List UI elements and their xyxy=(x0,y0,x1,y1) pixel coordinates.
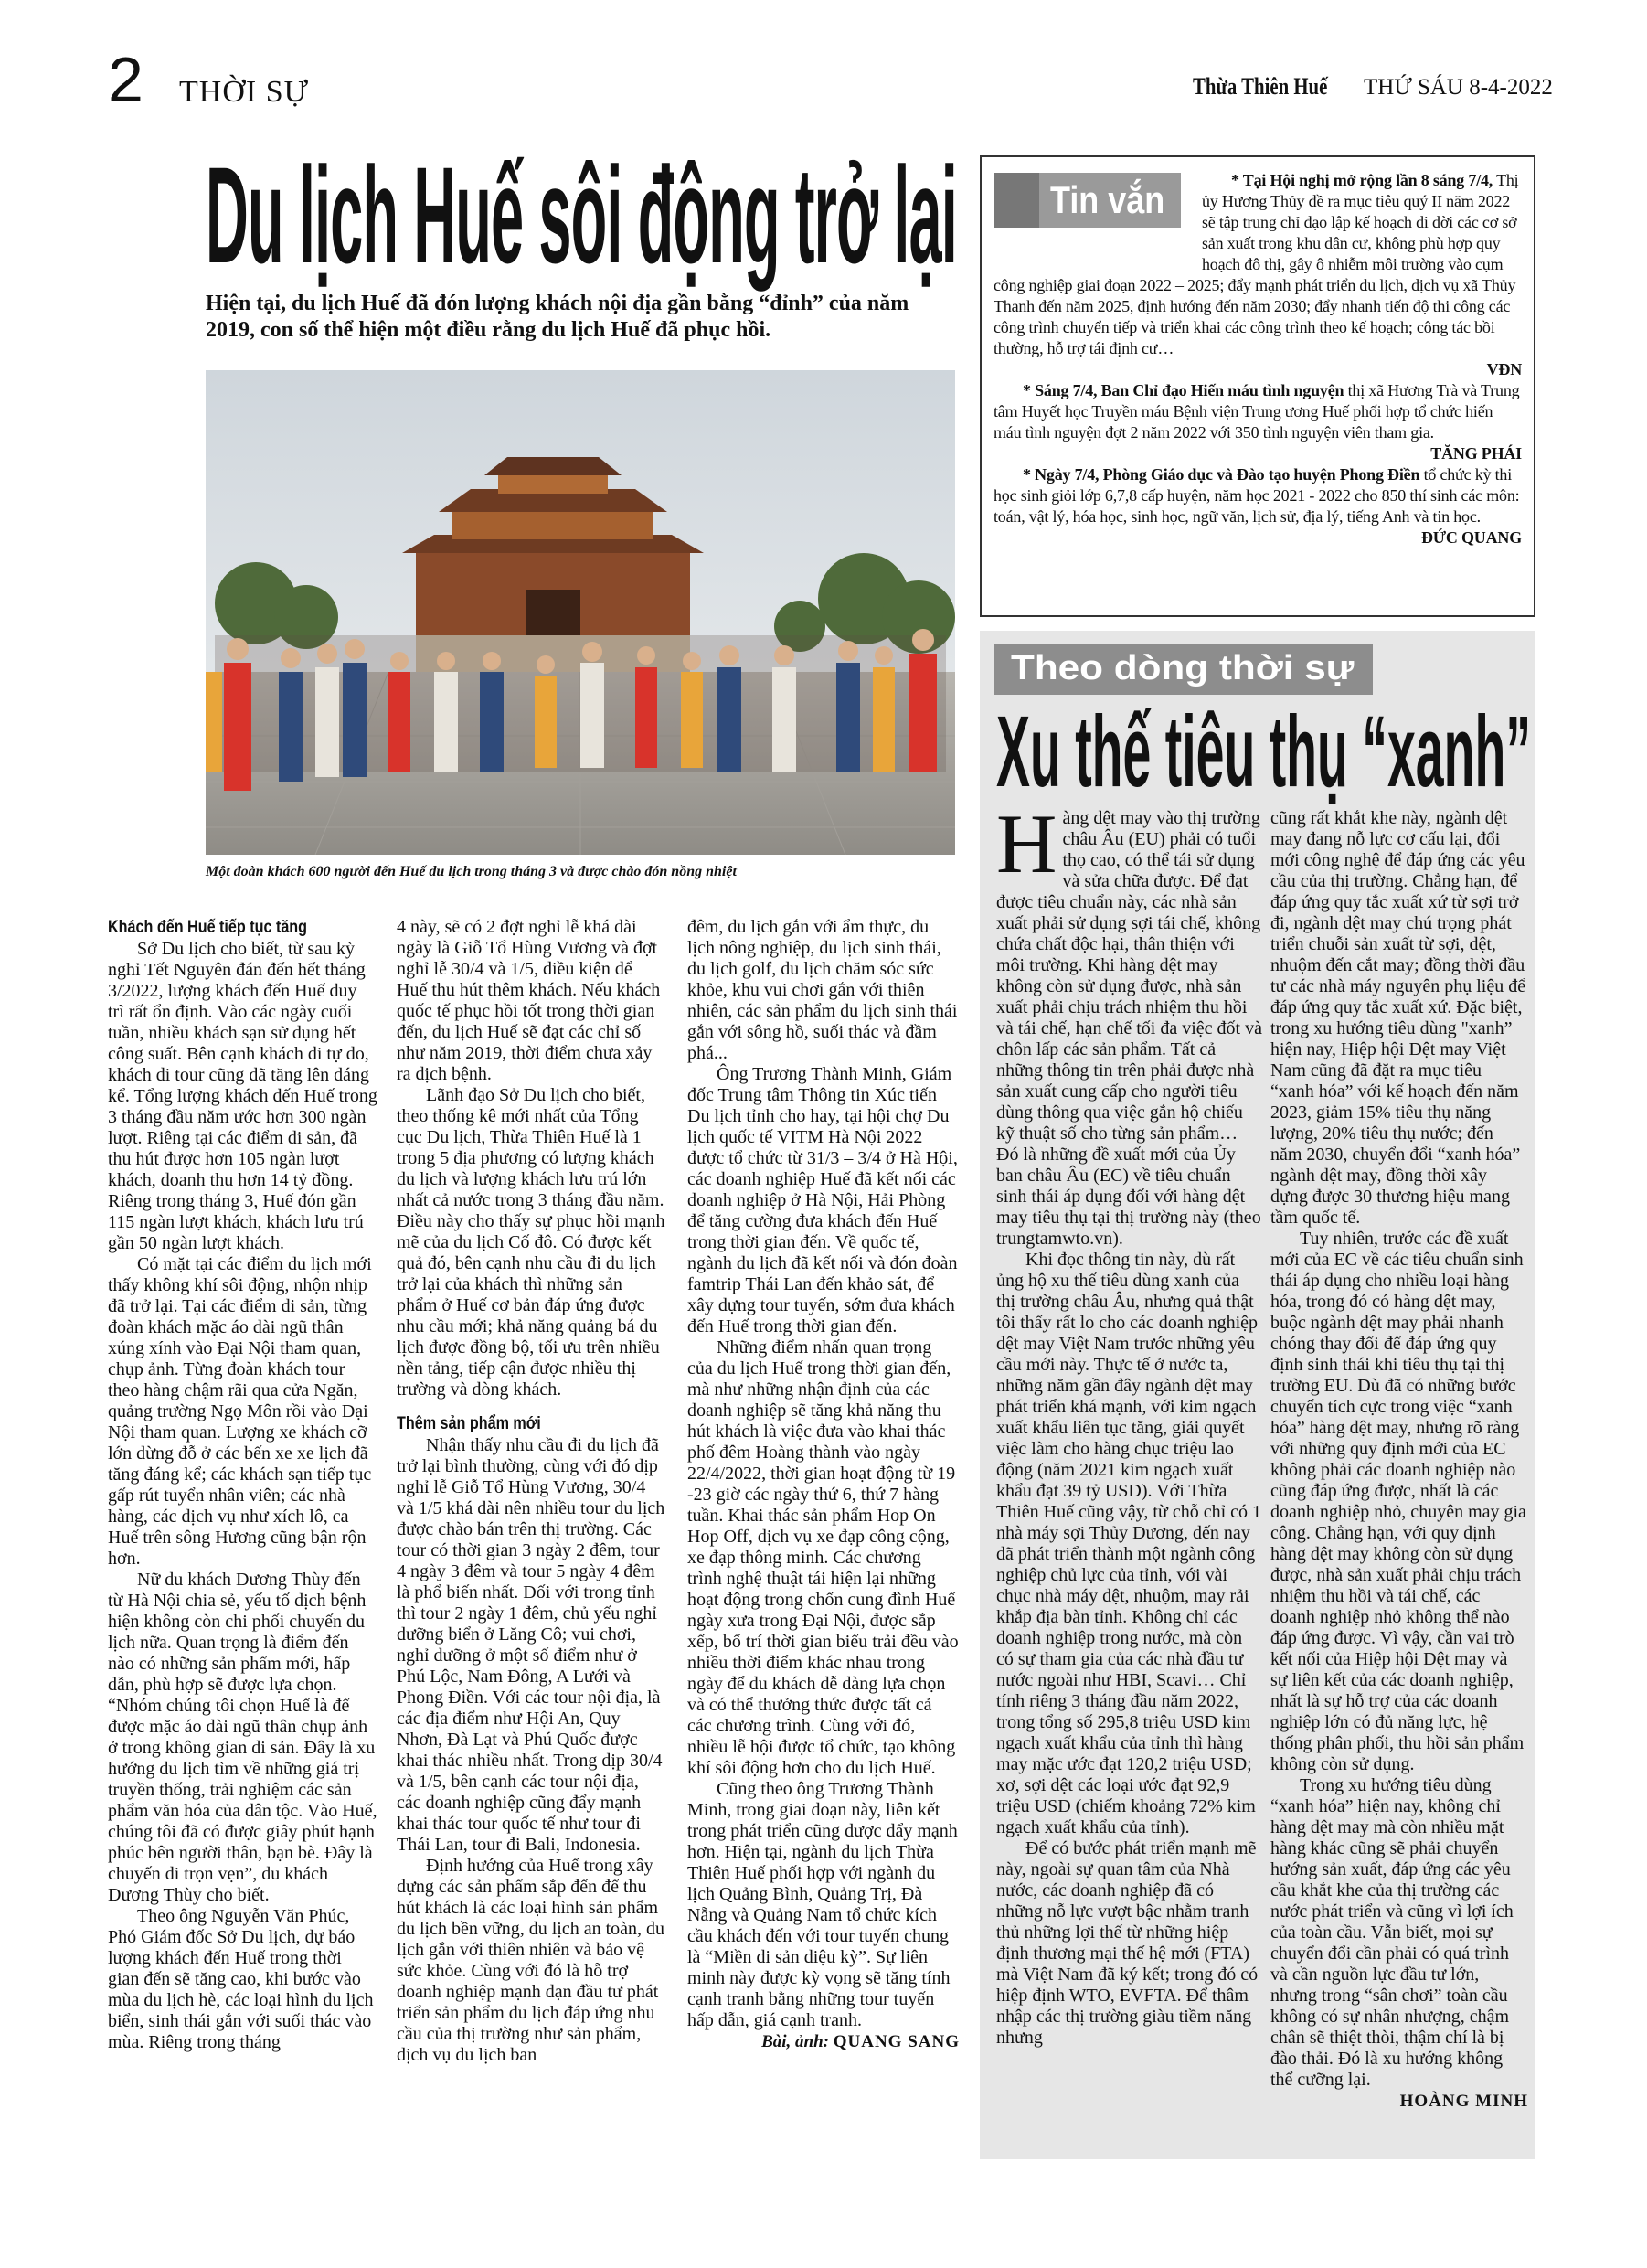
byline-name: QUANG SANG xyxy=(833,2032,960,2051)
paragraph: Khi đọc thông tin này, dù rất ủng hộ xu thế tiêu dùng xanh của thị trường châu Âu, nhưng quả thật tôi thấy rất lo cho các doanh nghiệp dệt may Việt Nam trước những yêu cầu mới này. Thực tế ở nước ta, những năm gần đây ngành dệt may phát triển khá mạnh, với kim ngạch xuất khẩu liên tục tăng, giải quyết việc làm cho hàng chục triệu lao động (năm 2021 kim ngạch xuất khẩu đạt 39 tỷ USD). Với Thừa Thiên Huế cũng vậy, từ chỗ chỉ có 1 nhà máy sợi Thủy Dương, đến nay đã phát triển thành một ngành công nghiệp chủ lực của tỉnh, với vài chục nhà máy dệt, nhuộm, may rải khắp địa bàn tỉnh. Không chỉ các doanh nghiệp trong nước, mà còn có sự tham gia của các nhà đầu tư nước ngoài như HBI, Scavi… Chỉ tính riêng 3 tháng đầu năm 2022, trong tổng số 295,8 triệu USD kim ngạch xuất khẩu của tỉnh thì hàng may mặc ước đạt 120,2 triệu USD; xơ, sợi dệt các loại ước đạt 92,9 triệu USD (chiếm khoảng 72% kim ngạch xuất khẩu của tỉnh). xyxy=(996,1250,1262,1837)
page-number: 2 xyxy=(108,44,143,115)
paragraph: Những điểm nhấn quan trọng của du lịch Huế trong thời gian đến, mà như những nhận định của các doanh nghiệp sẽ tăng khả năng thu hút khách là việc đưa vào khai thác phố đêm Hoàng thành vào ngày 22/4/2022, thời gian hoạt động từ 19 -23 giờ các ngày thứ 6, thứ 7 hàng tuần. Khai thác sản phẩm Hop On – Hop Off, dịch vụ xe đạp công cộng, xe đạp thông minh. Các chương trình nghệ thuật tái hiện lại những hoạt động trong chốn cung đình Huế ngày xưa trong Đại Nội, được sắp xếp, bố trí thời gian biểu trải đều vào nhiều thời điểm khác nhau trong ngày để du khách dễ dàng lựa chọn và có thể thưởng thức được tất cả các chương trình. Cùng với đó, nhiều lễ hội được tổ chức, tạo không khí sôi động hơn cho du lịch Huế. xyxy=(687,1337,959,1778)
crowd xyxy=(206,629,946,791)
news-brief-author: VĐN xyxy=(1486,360,1522,378)
paragraph-continued: 4 này, sẽ có 2 đợt nghỉ lễ khá dài ngày là Giỗ Tổ Hùng Vương và đợt nghỉ lễ 30/4 và 1/5, điều kiện để Huế thu hút thêm khách. Nếu khách quốc tế phục hồi tốt trong thời gian đến, du lịch Huế sẽ đạt các chỉ số như năm 2019, thời điểm chưa xảy ra dịch bệnh. xyxy=(397,917,661,1084)
article-lead: Hiện tại, du lịch Huế đã đón lượng khách nội địa gần bằng “đỉnh” của năm 2019, con số thể hiện một điều rằng du lịch Huế đã phục hồi. xyxy=(206,292,909,342)
news-brief-author: ĐỨC QUANG xyxy=(1420,528,1522,547)
opinion-box xyxy=(980,631,1535,2159)
news-brief-lead: * Ngày 7/4, Phòng Giáo dục và Đào tạo huyện Phong Điền xyxy=(1023,465,1420,484)
paragraph: Cũng theo ông Trương Thành Minh, trong giai đoạn này, liên kết trong phát triển cũng được đẩy mạnh hơn. Hiện tại, ngành du lịch Thừa Thiên Huế phối hợp với ngành du lịch Quảng Bình, Quảng Trị, Đà Nẵng và Quảng Nam tổ chức kích cầu khách đến với tour tuyến chung là “Miền di sản diệu kỳ”. Sự liên minh này được kỳ vọng sẽ tăng tính cạnh tranh bằng những tour tuyến hấp dẫn, giá cạnh tranh. xyxy=(687,1779,958,2030)
paragraph: Định hướng của Huế trong xây dựng các sản phẩm sắp đến để thu hút khách là các loại hình sản phẩm du lịch bền vững, du lịch an toàn, du lịch gắn với thiên nhiên và bảo vệ sức khỏe. Cùng với đó là hỗ trợ doanh nghiệp mạnh dạn đầu tư phát triển sản phẩm du lịch đáp ứng nhu cầu của thị trường như sản phẩm, dịch vụ du lịch ban xyxy=(397,1856,665,2065)
opinion-tag-label: Theo dòng thời sự xyxy=(1011,649,1355,687)
paragraph: Có mặt tại các điểm du lịch mới thấy không khí sôi động, nhộn nhịp đã trở lại. Tại các điểm di sản, từng đoàn khách mặc áo dài ngũ thân xúng xính vào Đại Nội tham quan, chụp ảnh. Từng đoàn khách tour theo hàng chậm rãi qua cửa Ngăn, quảng trường Ngọ Môn rồi vào Đại Nội tham quan. Lượng xe khách cỡ lớn dừng đỗ ở các bến xe xe lịch đã tăng đáng kể; các khách sạn tiếp tục gấp rút tuyển nhân viên; các nhà hàng, các dịch vụ như xích lô, ca Huế trên sông Hương cũng bận rộn hơn. xyxy=(108,1254,372,1569)
paragraph: Nhận thấy nhu cầu đi du lịch đã trở lại bình thường, cùng với đó dịp nghỉ lễ Giỗ Tổ Hùng Vương, 30/4 và 1/5 khá dài nên nhiều tour du lịch được chào bán trên thị trường. Các tour có thời gian 3 ngày 2 đêm, tour 4 ngày 3 đêm và tour 5 ngày 4 đêm là phổ biến nhất. Đối với trong tỉnh thì tour 2 ngày 1 đêm, chủ yếu nghỉ dưỡng biển ở Lăng Cô; vui chơi, nghỉ dưỡng ở một số điểm như ở Phú Lộc, Nam Đông, A Lưới và Phong Điền. Với các tour nội địa, là các địa điểm như Hội An, Quy Nhơn, Đà Lạt và Phú Quốc được khai thác nhiều nhất. Trong dịp 30/4 và 1/5, bên cạnh các tour nội địa, các doanh nghiệp cũng đẩy mạnh khai thác tour quốc tế như tour đi Thái Lan, tour đi Bali, Indonesia. xyxy=(397,1435,665,1855)
paragraph: Sở Du lịch cho biết, từ sau kỳ nghỉ Tết Nguyên đán đến hết tháng 3/2022, lượng khách đến Huế duy trì rất ổn định. Vào các ngày cuối tuần, nhiều khách sạn sử dụng hết công suất. Bên cạnh khách đi tự do, khách đi tour cũng đã tăng lên đáng kể. Tổng lượng khách đến Huế trong 3 tháng đầu năm ước hơn 300 ngàn lượt. Riêng tại các điểm di sản, đã thu hút được hơn 105 ngàn lượt khách, doanh thu hơn 14 tỷ đồng. Riêng trong tháng 3, Huế đón gần 115 ngàn lượt khách, khách lưu trú gần 50 ngàn lượt khách. xyxy=(108,939,377,1253)
news-brief-item xyxy=(994,380,1522,443)
article-column-2 xyxy=(397,917,667,2066)
byline-label: Bài, ảnh: xyxy=(761,2032,829,2051)
issue-date: THỨ SÁU 8-4-2022 xyxy=(1364,75,1553,100)
subheading: Khách đến Huế tiếp tục tăng xyxy=(108,918,308,937)
author-byline: HOÀNG MINH xyxy=(1399,2092,1528,2111)
paragraph-continued: cũng rất khắt khe này, ngành dệt may đang nỗ lực cơ cấu lại, đổi mới công nghệ để đáp ứng các yêu cầu của thị trường. Chẳng hạn, để đáp ứng quy tắc xuất xứ từ sợi trở đi, ngành dệt may chú trọng phát triển chuỗi sản xuất từ sợi, dệt, nhuộm đến cắt may; đồng thời đầu tư các nhà máy nguyên phụ liệu để đáp ứng quy tắc xuất xứ. Đặc biệt, trong xu hướng tiêu dùng "xanh” hiện nay, Hiệp hội Dệt may Việt Nam cũng đã đặt ra mục tiêu “xanh hóa” với kế hoạch đến năm 2023, giảm 15% tiêu thụ năng lượng, 20% tiêu thụ nước; đến năm 2030, chuyển đổi “xanh hóa” ngành dệt may, đồng thời xây dựng được 30 thương hiệu mang tầm quốc tế. xyxy=(1270,808,1526,1228)
opinion-tag xyxy=(994,644,1373,695)
news-brief-text: Thị ủy Hương Thủy đề ra mục tiêu quý II năm 2022 sẽ tập trung chỉ đạo lập kế hoạch di dời các cơ sở sản xuất trong khu dân cư, không phù hợp quy hoạch đô thị, gây ô nhiễm môi trường vào cụm công nghiệp giai đoạn 2022 – 2025; đẩy mạnh phát triển du lịch, dịch vụ xã Thủy Thanh đến năm 2025, định hướng đến năm 2030; đẩy nhanh tiến độ thi công các công trình chuyển tiếp và triển khai các công trình theo kế hoạch; công tác bồi thường, hỗ trợ tái định cư… xyxy=(994,171,1519,357)
paragraph: Để có bước phát triển mạnh mẽ này, ngoài sự quan tâm của Nhà nước, các doanh nghiệp đã có những nỗ lực vượt bậc nhằm tranh thủ những lợi thế từ những hiệp định thương mại thế hệ mới (FTA) mà Việt Nam đã ký kết; trong đó có hiệp định WTO, EVFTA. Để thâm nhập các thị trường giàu tiềm năng nhưng xyxy=(996,1838,1259,2048)
paragraph: Nữ du khách Dương Thùy đến từ Hà Nội chia sẻ, yếu tố dịch bệnh hiện không còn chi phối chuyến du lịch nữa. Quan trọng là điểm đến nào có những sản phẩm mới, hấp dẫn, phù hợp sẽ được lựa chọn. “Nhóm chúng tôi chọn Huế là để được mặc áo dài ngũ thân chụp ảnh ở trong không gian di sản. Đây là xu hướng du lịch tìm về những giá trị truyền thống, trải nghiệm các sản phẩm văn hóa của dân tộc. Vào Huế, chúng tôi đã có được giây phút hạnh phúc bên người thân, bạn bè. Đây là chuyến đi trọn vẹn”, du khách Dương Thùy cho biết. xyxy=(108,1570,377,1905)
opinion-headline: Xu thế tiêu thụ “xanh” xyxy=(996,696,1532,808)
news-brief-lead: * Tại Hội nghị mở rộng lần 8 sáng 7/4, xyxy=(1231,171,1493,189)
tourist-group-photo xyxy=(206,370,955,855)
article-column-3 xyxy=(687,917,960,2052)
section-title: THỜI SỰ xyxy=(179,75,309,109)
news-brief-item xyxy=(994,464,1522,527)
news-brief-text: tổ chức kỳ thi học sinh giỏi lớp 6,7,8 cấp huyện, năm học 2021 - 2022 cho 850 thí sinh các môn: toán, vật lý, hóa học, sinh học, ngữ văn, lịch sử, địa lý, tiếng Anh và tin học. xyxy=(994,465,1520,526)
paragraph-continued: đêm, du lịch gắn với ẩm thực, du lịch nông nghiệp, du lịch sinh thái, du lịch golf, du lịch chăm sóc sức khỏe, khu vui chơi gắn với thiên nhiên, các sản phẩm du lịch sinh thái gắn với sông hồ, suối thác và đầm phá... xyxy=(687,917,958,1063)
news-brief-box xyxy=(980,155,1535,617)
opinion-column-2 xyxy=(1270,808,1528,2112)
article-column-1 xyxy=(108,917,377,2053)
news-brief-lead: * Sáng 7/4, Ban Chỉ đạo Hiến máu tình nguyện xyxy=(1023,381,1344,399)
photo-caption: Một đoàn khách 600 người đến Huế du lịch trong tháng 3 và được chào đón nồng nhiệt xyxy=(206,864,737,879)
subheading: Thêm sản phẩm mới xyxy=(397,1414,541,1433)
news-brief-text: thị xã Hương Trà và Trung tâm Huyết học Truyền máu Bệnh viện Trung ương Huế phối hợp tổ chức hiến máu tình nguyện đợt 2 năm 2022 với 350 tình nguyện viên tham gia. xyxy=(994,381,1520,442)
news-brief-author: TĂNG PHÁI xyxy=(1430,444,1522,463)
byline xyxy=(687,2031,960,2052)
news-brief-label: Tin vắn xyxy=(1050,178,1165,221)
paragraph-continued: àng dệt may vào thị trường châu Âu (EU) phải có tuổi thọ cao, có thể tái sử dụng và sửa chữa được. Để đạt được tiêu chuẩn này, các nhà sản xuất phải sử dụng sợi tái chế, không chứa chất độc hại, thân thiện với môi trường. Khi hàng dệt may không còn sử dụng được, nhà sản xuất phải chịu trách nhiệm thu hồi và tái chế, hạn chế tối đa việc đốt và chôn lấp các sản phẩm. Tất cả những thông tin trên phải được nhà sản xuất cung cấp cho người tiêu dùng thông qua việc gắn hộ chiếu kỹ thuật số cho từng sản phẩm… Đó là những đề xuất mới của Ủy ban châu Âu (EC) về tiêu chuẩn sinh thái áp dụng đối với hàng dệt may tiêu thụ tại thị trường này (theo trungtamwto.vn). xyxy=(996,808,1262,1249)
news-brief-tag xyxy=(994,173,1181,228)
paragraph: Lãnh đạo Sở Du lịch cho biết, theo thống kê mới nhất của Tổng cục Du lịch, Thừa Thiên Huế là 1 trong 5 địa phương có lượng khách du lịch và lượng khách lưu trú lớn nhất cả nước trong 3 tháng đầu năm. Điều này cho thấy sự phục hồi mạnh mẽ của du lịch Cố đô. Có được kết quả đó, bên cạnh nhu cầu đi du lịch trở lại của khách thì những sản phẩm ở Huế cơ bản đáp ứng được nhu cầu mới; khả năng quảng bá du lịch được đồng bộ, tối ưu trên nhiều nền tảng, tiếp cận được nhiều thị trường và dòng khách. xyxy=(397,1085,665,1400)
drop-cap: H xyxy=(996,797,1057,890)
paragraph: Trong xu hướng tiêu dùng “xanh hóa” hiện nay, không chỉ hàng dệt may mà còn nhiều mặt hàng khác cũng sẽ phải chuyển hướng sản xuất, đáp ứng các yêu cầu khắt khe của thị trường các nước phát triển và cũng vì lợi ích của toàn cầu. Vẫn biết, mọi sự chuyển đổi cần phải có quá trình và cần nguồn lực đầu tư lớn, nhưng trong “sân chơi” toàn cầu không có sự nhân nhượng, chậm chân sẽ thiệt thòi, thậm chí là bị đào thải. Đó là xu hướng không thể cưỡng lại. xyxy=(1270,1775,1514,2090)
paragraph: Theo ông Nguyễn Văn Phúc, Phó Giám đốc Sở Du lịch, dự báo lượng khách đến Huế trong thời gian đến sẽ tăng cao, khi bước vào mùa du lịch hè, các loại hình du lịch biển, sinh thái gắn với suối thác vào mùa. Riêng trong tháng xyxy=(108,1906,374,2052)
paragraph: Tuy nhiên, trước các đề xuất mới của EC về các tiêu chuẩn sinh thái áp dụng cho nhiều loại hàng hóa, trong đó có hàng dệt may, buộc ngành dệt may phải nhanh chóng thay đổi để đáp ứng quy định sinh thái khi tiêu thụ tại thị trường EU. Dù đã có những bước chuyển tích cực trong việc “xanh hóa” hàng dệt may, nhưng rõ ràng với những quy định mới của EC không phải các doanh nghiệp nào cũng đáp ứng được, nhất là các doanh nghiệp nhỏ, chuyên may gia công. Chẳng hạn, với quy định hàng dệt may không còn sử dụng được, nhà sản xuất phải chịu trách nhiệm thu hồi và tái chế, các doanh nghiệp nhỏ không thể nào đáp ứng được. Vì vậy, cần vai trò kết nối của Hiệp hội Dệt may và sự liên kết của các doanh nghiệp, nhất là sự hỗ trợ của các doanh nghiệp lớn có đủ năng lực, hệ thống phân phối, thu hồi sản phẩm không còn sử dụng. xyxy=(1270,1229,1526,1774)
main-headline: Du lịch Huế sôi động trở lại xyxy=(206,138,957,292)
paragraph: Ông Trương Thành Minh, Giám đốc Trung tâm Thông tin Xúc tiến Du lịch tỉnh cho hay, tại hội chợ Du lịch quốc tế VITM Hà Nội 2022 được tổ chức từ 31/3 – 3/4 ở Hà Hội, các doanh nghiệp Huế đã kết nối các doanh nghiệp ở Hà Nội, Hải Phòng để tăng cường đưa khách đến Huế trong thời gian đến. Về quốc tế, ngành du lịch đã kết nối và đón đoàn famtrip Thái Lan đến khảo sát, để xây dựng tour tuyến, sớm đưa khách đến Huế trong thời gian đến. xyxy=(687,1064,958,1336)
newspaper-name: Thừa Thiên Huế xyxy=(1193,73,1328,100)
opinion-column-1 xyxy=(996,797,1263,2049)
